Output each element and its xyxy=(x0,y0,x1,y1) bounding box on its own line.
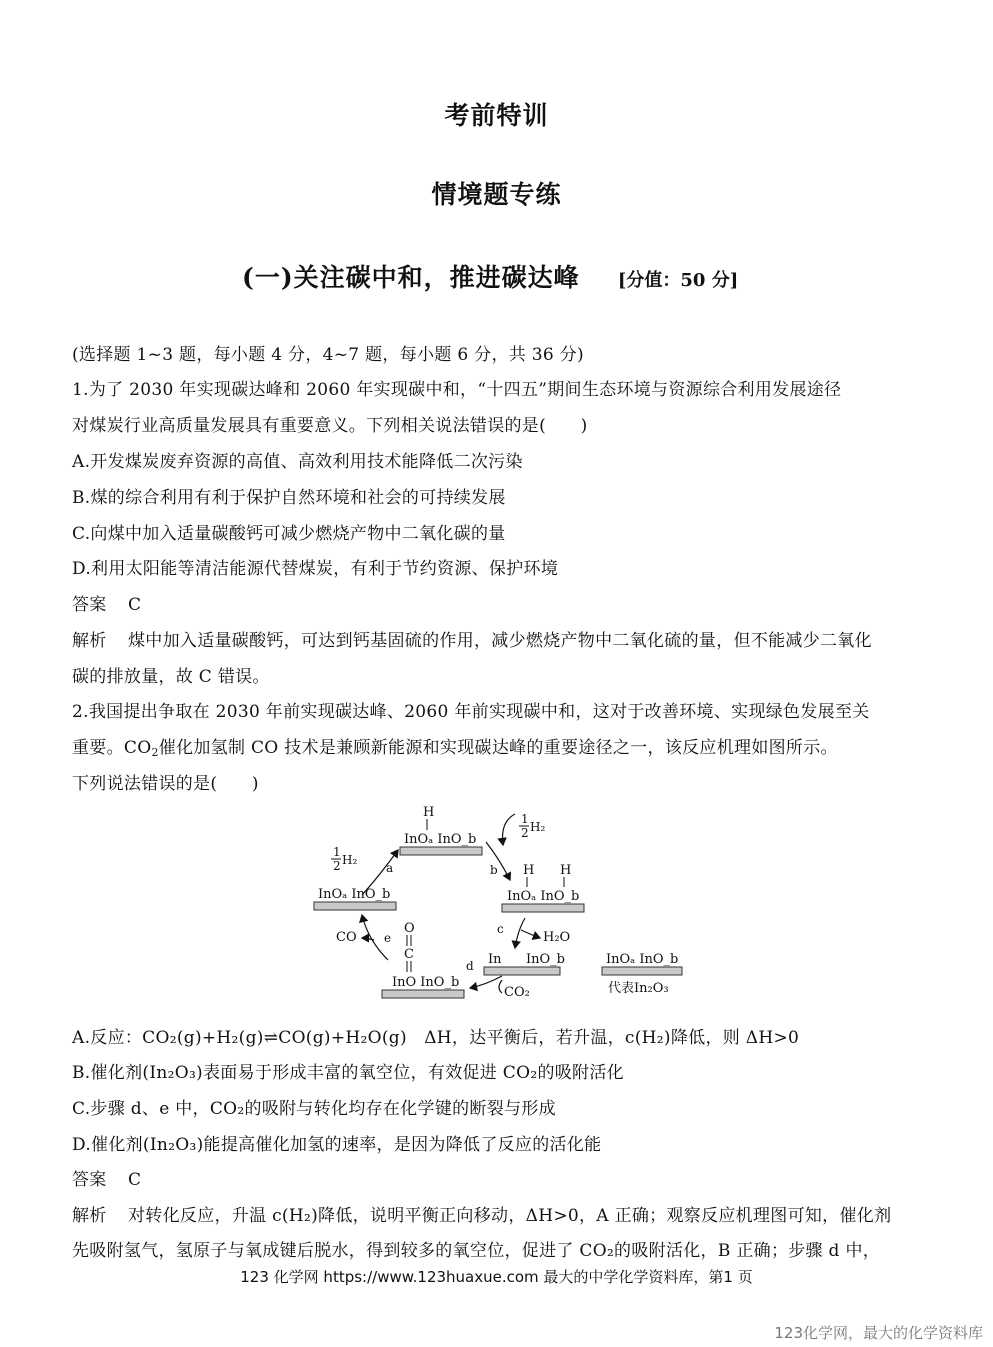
left-surface xyxy=(314,902,396,910)
q2-analysis-label: 解析 xyxy=(72,1206,107,1226)
q2-analysis-line1 xyxy=(72,1201,891,1226)
left-surface-label: InOₐ InO_b xyxy=(318,887,391,902)
right-half-den: 2 xyxy=(521,826,529,840)
q2-answer-value: C xyxy=(128,1170,142,1190)
label-a: a xyxy=(386,861,394,875)
co-label: CO xyxy=(336,930,357,945)
section-heading xyxy=(242,258,738,294)
page-title: 考前特训 xyxy=(444,101,549,130)
q2-stem-line2 xyxy=(72,733,838,759)
q1-analysis-label: 解析 xyxy=(72,631,107,651)
right-h1-atom: H xyxy=(523,863,535,878)
q2-answer-label: 答案 xyxy=(72,1170,107,1190)
q1-option-a: A.开发煤炭废弃资源的高值、高效利用技术能降低二次污染 xyxy=(72,452,523,472)
ads-c-atom: C xyxy=(404,947,414,962)
q2-option-a: A.反应：CO₂(g)+H₂(g)⇌CO(g)+H₂O(g) ΔH，达平衡后，若升温，c(H₂)降低，则 ΔH>0 xyxy=(72,1028,800,1048)
q2-stem-line2-sub: 2 xyxy=(151,746,159,759)
top-h-atom: H xyxy=(423,805,435,820)
right-h2-atom: H xyxy=(560,863,572,878)
arrow-c xyxy=(515,918,525,948)
q1-analysis-text1: 煤中加入适量碳酸钙，可达到钙基固硫的作用，减少燃烧产物中二氧化硫的量，但不能减少二氧化 xyxy=(128,631,872,651)
mechanism-diagram xyxy=(300,800,700,1010)
page-subtitle: 情境题专练 xyxy=(431,180,562,209)
q1-option-c: C.向煤中加入适量碳酸钙可减少燃烧产物中二氧化碳的量 xyxy=(72,524,506,544)
q2-stem-line2-post: 催化加氢制 CO 技术是兼顾新能源和实现碳达峰的重要途径之一，该反应机理如图所示。 xyxy=(158,738,838,758)
q2-stem-line3: 下列说法错误的是( ) xyxy=(72,774,259,794)
q1-analysis-line1 xyxy=(72,626,872,651)
left-h2: H₂ xyxy=(342,853,358,867)
left-half-num: 1 xyxy=(333,845,341,859)
q2-stem-line2-pre: 重要。CO xyxy=(72,738,152,758)
h2o-label: H₂O xyxy=(543,930,571,945)
q2-answer xyxy=(72,1165,141,1190)
q2-analysis-text1: 对转化反应，升温 c(H₂)降低，说明平衡正向移动，ΔH>0，A 正确；观察反应机理图可知，催化剂 xyxy=(128,1206,892,1226)
top-surface-label: InOₐ InO_b xyxy=(404,832,477,847)
instructions: (选择题 1~3 题，每小题 4 分，4~7 题，每小题 6 分，共 36 分) xyxy=(72,345,584,365)
vacancy-inob-label: InO_b xyxy=(526,952,565,967)
h2-in-arrow xyxy=(503,814,516,845)
arrow-d xyxy=(470,976,502,988)
left-half-den: 2 xyxy=(333,859,341,873)
vacancy-surface xyxy=(484,967,560,975)
q2-option-b: B.催化剂(In₂O₃)表面易于形成丰富的氧空位，有效促进 CO₂的吸附活化 xyxy=(72,1063,624,1083)
co-out-arrow xyxy=(362,938,374,940)
legend-surface xyxy=(602,967,682,975)
right-surface-label: InOₐ InO_b xyxy=(507,889,580,904)
label-c: c xyxy=(497,922,504,936)
q1-answer xyxy=(72,590,141,615)
top-surface xyxy=(400,847,482,855)
q1-stem-line2: 对煤炭行业高质量发展具有重要意义。下列相关说法错误的是( ) xyxy=(72,416,588,436)
watermark: 123化学网，最大的化学资料库 xyxy=(774,1324,983,1342)
label-d: d xyxy=(466,959,474,973)
section-title: (一)关注碳中和，推进碳达峰 xyxy=(242,263,580,292)
ads-o-atom: O xyxy=(404,921,415,936)
q1-answer-label: 答案 xyxy=(72,595,107,615)
co2-label: CO₂ xyxy=(504,985,530,1000)
q2-stem-line1: 2.我国提出争取在 2030 年前实现碳达峰、2060 年前实现碳中和，这对于改善环境、实现绿色发展至关 xyxy=(72,702,870,722)
h2o-out-arrow xyxy=(521,930,540,938)
score-label: [分值：50 分] xyxy=(617,270,739,291)
q2-option-c: C.步骤 d、e 中，CO₂的吸附与转化均存在化学键的断裂与形成 xyxy=(72,1099,556,1119)
label-e: e xyxy=(384,931,392,945)
bottom-surface xyxy=(382,990,464,998)
label-b: b xyxy=(490,863,498,877)
vacancy-in-label: In xyxy=(488,952,502,967)
co2-in-stroke xyxy=(499,980,502,993)
q1-answer-value: C xyxy=(128,595,142,615)
page-footer: 123 化学网 https://www.123huaxue.com 最大的中学化学资料库，第1 页 xyxy=(240,1268,753,1286)
legend-text: 代表In₂O₃ xyxy=(608,981,669,996)
right-half-num: 1 xyxy=(521,812,529,826)
legend-surface-label: InOₐ InO_b xyxy=(606,952,679,967)
q2-analysis-line2: 先吸附氢气，氢原子与氧成键后脱水，得到较多的氧空位，促进了 CO₂的吸附活化，B 正确；步骤 d 中， xyxy=(72,1241,881,1261)
right-h2: H₂ xyxy=(530,820,546,834)
q1-option-b: B.煤的综合利用有利于保护自然环境和社会的可持续发展 xyxy=(72,488,506,508)
right-surface xyxy=(502,904,584,912)
bottom-surface-label: InO InO_b xyxy=(392,975,460,990)
q2-option-d: D.催化剂(In₂O₃)能提高催化加氢的速率，是因为降低了反应的活化能 xyxy=(72,1135,602,1155)
q1-analysis-line2: 碳的排放量，故 C 错误。 xyxy=(72,667,270,687)
q1-option-d: D.利用太阳能等清洁能源代替煤炭，有利于节约资源、保护环境 xyxy=(72,559,559,579)
q1-stem-line1: 1.为了 2030 年实现碳达峰和 2060 年实现碳中和，“十四五”期间生态环境与资源综合利用发展途径 xyxy=(72,380,842,400)
